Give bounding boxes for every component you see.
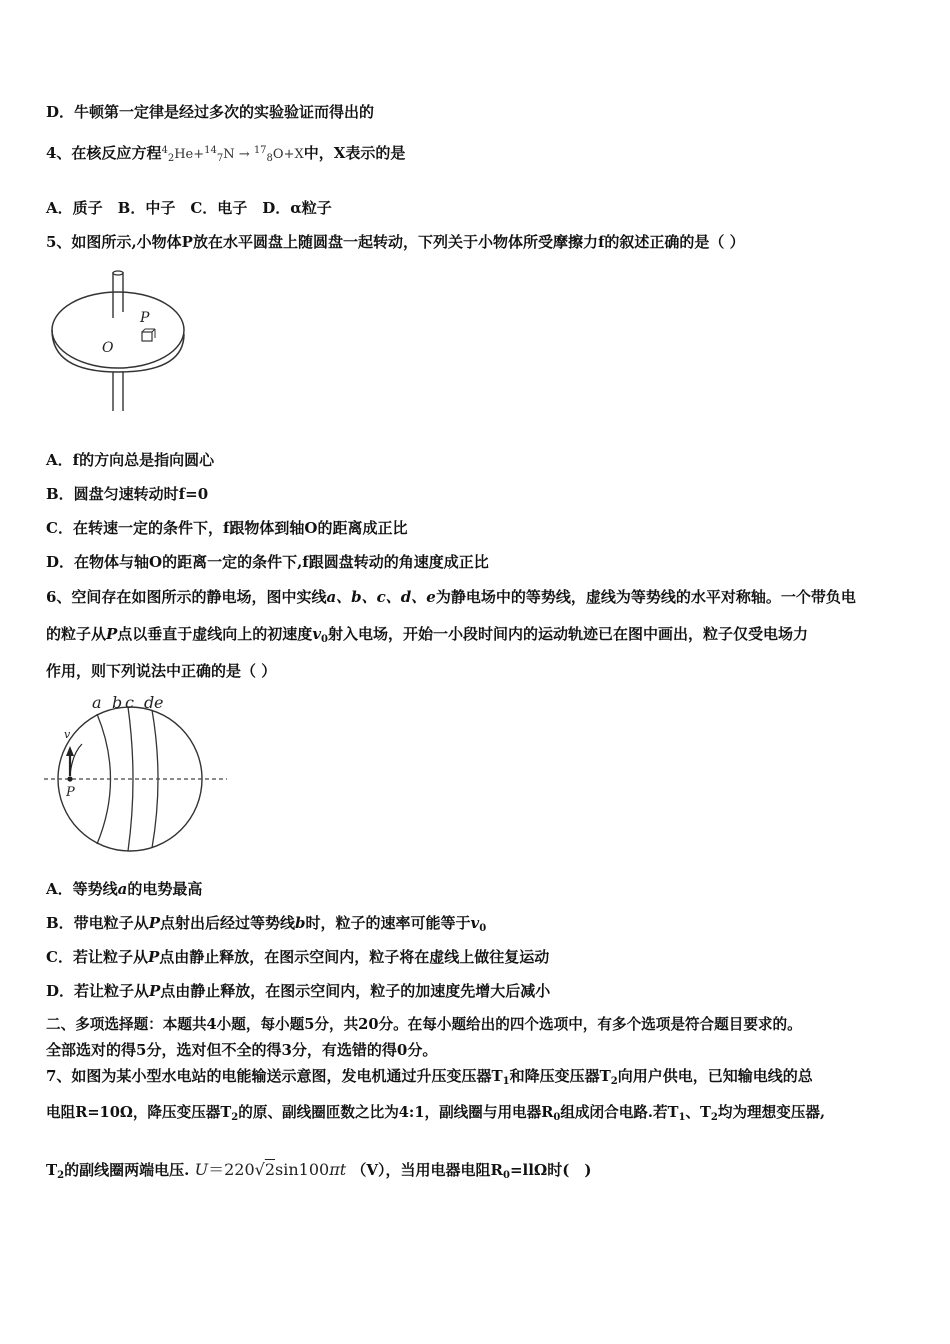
q6-label-c: c xyxy=(125,693,134,712)
q6-option-b: B．带电粒子从P点射出后经过等势线b时，粒子的速率可能等于$v_0$ xyxy=(46,914,487,934)
q5-option-d: D．在物体与轴O的距离一定的条件下,f跟圆盘转动的角速度成正比 xyxy=(46,553,489,571)
q7-voltage-formula: U＝220√2sin100πt xyxy=(194,1160,347,1179)
q6-label-a: a xyxy=(92,693,102,712)
q5-option-c: C．在转速一定的条件下，f跟物体到轴O的距离成正比 xyxy=(46,519,408,537)
q6-figure-field xyxy=(42,690,232,852)
section2-heading-line2: 全部选对的得5分，选对但不全的得3分，有选错的得0分。 xyxy=(46,1041,438,1059)
q6-stem-line3: 作用，则下列说法中正确的是（ ） xyxy=(46,662,277,680)
q4-nuclear-equation: $^4_2$He+$^{14}_7$N → $^{17}_8$O+X xyxy=(161,145,304,164)
q7-stem-line3: $T_2$的副线圈两端电压. U＝220√2sin100πt （V），当用电器电阻$R_0=ll\Omega$时( ) xyxy=(46,1160,592,1181)
q6-option-c: C．若让粒子从P点由静止释放，在图示空间内，粒子将在虚线上做往复运动 xyxy=(46,948,550,966)
q6-label-e: e xyxy=(154,693,164,712)
q6-label-b: b xyxy=(112,693,123,712)
q4-suffix: 中，X表示的是 xyxy=(303,144,406,162)
q6-label-p: P xyxy=(66,785,75,800)
q6-stem-line2: 的粒子从P点以垂直于虚线向上的初速度$v_0$射入电场，开始一小段时间内的运动轨迹已在图中画出，粒子仅受电场力 xyxy=(46,625,809,645)
q7-stem-line2: 电阻R=10Ω，降压变压器$T_2$的原、副线圈匝数之比为4:1，副线圈与用电器$R_0$组成闭合电路.若$T_1$、$T_2$均为理想变压器, xyxy=(46,1104,826,1123)
q6-stem-line1: 6、空间存在如图所示的静电场，图中实线a、b、c、d、e为静电场中的等势线，虚线为等势线的水平对称轴。一个带负电 xyxy=(46,588,856,606)
q5-label-o: O xyxy=(102,340,114,356)
q4-prefix: 4、在核反应方程 xyxy=(46,144,162,162)
q5-option-b: B．圆盘匀速转动时f=0 xyxy=(46,485,209,503)
q6-option-d: D．若让粒子从P点由静止释放，在图示空间内，粒子的加速度先增大后减小 xyxy=(46,982,551,1000)
q5-figure-disk xyxy=(50,268,200,416)
q5-option-a: A．f的方向总是指向圆心 xyxy=(46,451,215,469)
q6-label-d: d xyxy=(144,693,155,712)
q7-stem-line1: 7、如图为某小型水电站的电能输送示意图，发电机通过升压变压器$T_1$和降压变压器$T_2$向用户供电，已知输电线的总 xyxy=(46,1067,813,1087)
svg-text:v: v xyxy=(64,728,71,741)
q4-options: A．质子 B．中子 C．电子 D．α粒子 xyxy=(46,199,332,217)
q6-option-a: A．等势线a的电势最高 xyxy=(46,880,203,898)
q3-option-d: D．牛顿第一定律是经过多次的实验验证而得出的 xyxy=(46,103,375,121)
q4-stem xyxy=(46,143,405,165)
q5-stem: 5、如图所示,小物体P放在水平圆盘上随圆盘一起转动，下列关于小物体所受摩擦力f的叙述正确的是（ ） xyxy=(46,233,745,251)
q5-label-p: P xyxy=(140,310,150,326)
section2-heading-line1: 二、多项选择题：本题共4小题，每小题5分，共20分。在每小题给出的四个选项中，有多个选项是符合题目要求的。 xyxy=(46,1016,802,1033)
